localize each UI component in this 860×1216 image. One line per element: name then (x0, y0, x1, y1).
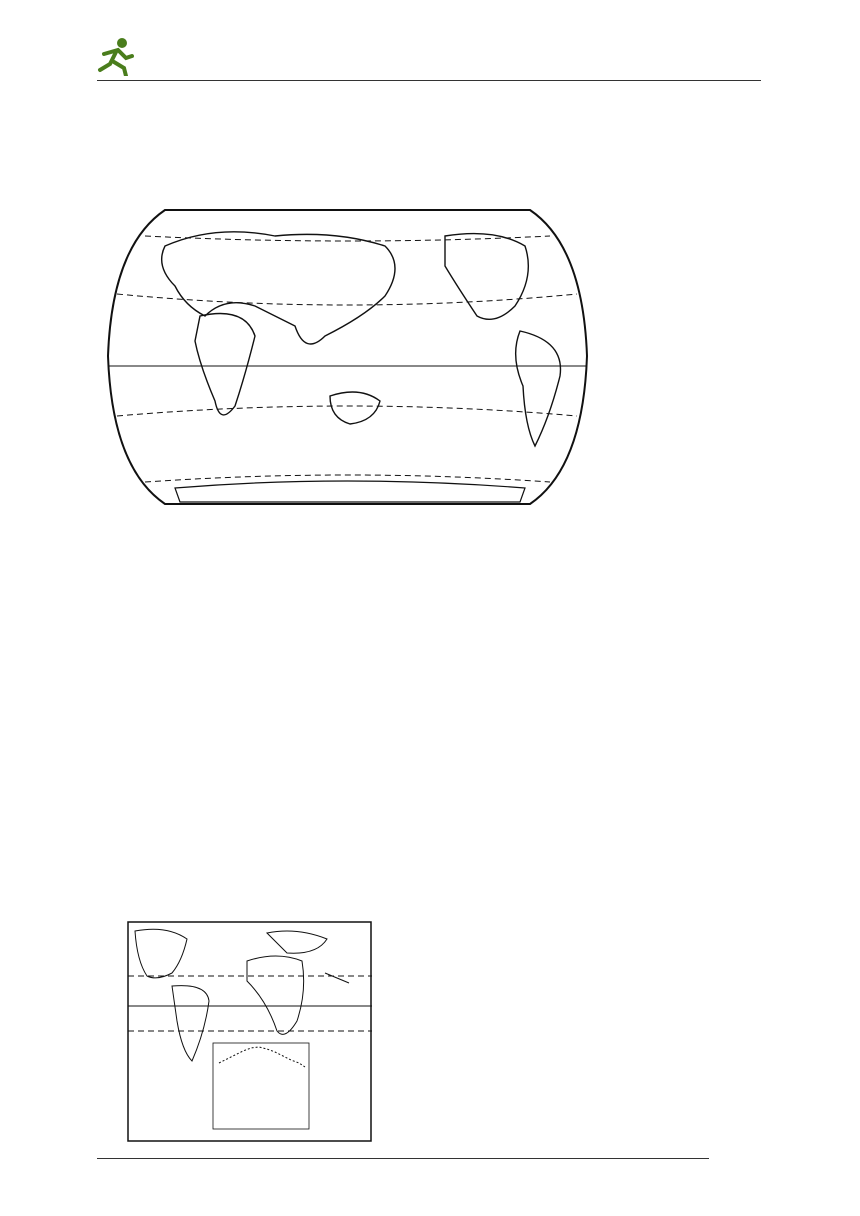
logo-runner-icon (96, 36, 136, 76)
climate-chart (213, 1043, 309, 1129)
footer-divider (97, 1158, 709, 1159)
header-divider (97, 80, 761, 81)
climate-chart-frame (213, 1043, 309, 1129)
world-map (105, 206, 590, 508)
regional-map (127, 921, 373, 1143)
